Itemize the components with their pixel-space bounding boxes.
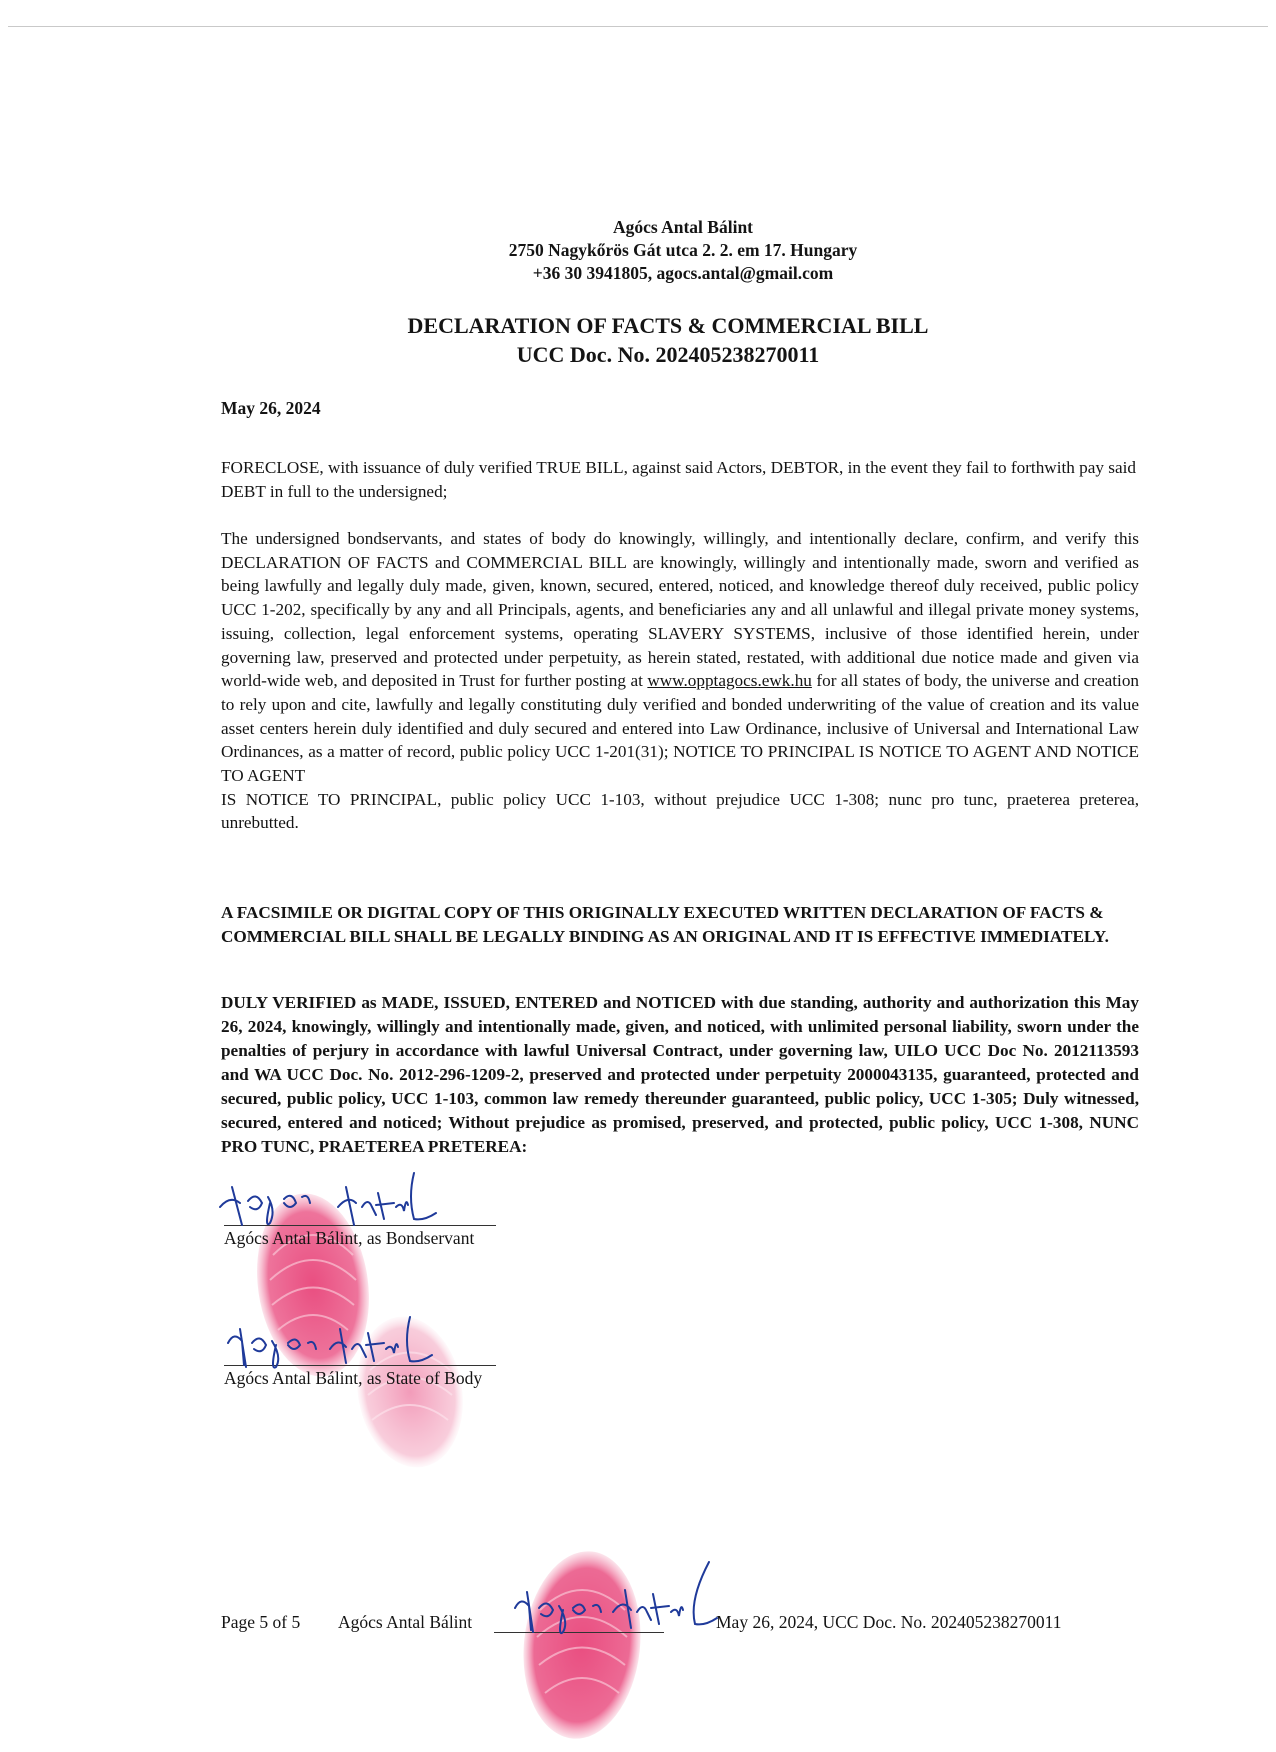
- footer-name: Agócs Antal Bálint: [338, 1612, 473, 1632]
- handwritten-signature: [218, 1167, 458, 1229]
- paragraph-text: FORECLOSE, with issuance of duly verified TRUE BILL, against said Actors, DEBTOR, in the event they fail to forthwith pay said DEBT in full to the undersigned;: [221, 458, 1136, 501]
- footer-doc-reference: May 26, 2024, UCC Doc. No. 202405238270011: [716, 1612, 1062, 1632]
- title-line: DECLARATION OF FACTS & COMMERCIAL BILL: [407, 313, 929, 338]
- document-title: [0, 311, 1276, 369]
- sender-contact: +36 30 3941805, agocs.antal@gmail.com: [532, 263, 834, 283]
- letterhead: [0, 216, 1276, 285]
- signature-caption: Agócs Antal Bálint, as Bondservant: [224, 1228, 475, 1248]
- page-number: Page 5 of 5: [221, 1612, 301, 1632]
- state-of-body-signature-block: [224, 1365, 496, 1389]
- handwritten-signature: [226, 1313, 466, 1371]
- paragraph-verification: [221, 991, 1139, 1159]
- document-date: May 26, 2024: [221, 398, 321, 418]
- paragraph-text: DULY VERIFIED as MADE, ISSUED, ENTERED and NOTICED with due standing, authority and authorization this May 26, 2024, knowingly, willingly and intentionally made, given, and noticed, with unlimited personal liability, sworn under the penalties of perjury in accordance with lawful Universal Contract, under governing law, UILO UCC Doc No. 2012113593 and WA UCC Doc. No. 2012-296-1209-2, preserved and protected under perpetuity 2000043135, guaranteed, protected and secured, public policy, UCC 1-103, common law remedy thereunder guaranteed, public policy, UCC 1-305; Duly witnessed, secured, entered and noticed; Without prejudice as promised, preserved, and protected, public policy, UCC 1-308, NUNC PRO TUNC, PRAETEREA PRETEREA:: [221, 993, 1139, 1156]
- paragraph-text: IS NOTICE TO PRINCIPAL, public policy UCC 1-103, without prejudice UCC 1-308; nunc pro tunc, praeterea preterea, unrebutted.: [221, 789, 1139, 833]
- paragraph-declaration: [221, 527, 1139, 835]
- bondservant-signature-block: [224, 1225, 496, 1249]
- doc-number: UCC Doc. No. 202405238270011: [516, 342, 820, 367]
- sender-address: 2750 Nagykőrös Gát utca 2. 2. em 17. Hungary: [508, 240, 858, 260]
- page-top-edge: [8, 26, 1268, 27]
- paragraph-foreclose: [221, 456, 1139, 503]
- sender-name: Agócs Antal Bálint: [612, 217, 754, 237]
- signature-caption: Agócs Antal Bálint, as State of Body: [224, 1368, 483, 1388]
- paragraph-facsimile: [221, 901, 1139, 949]
- handwritten-signature: [513, 1560, 733, 1640]
- paragraph-text-part: The undersigned bondservants, and states of body do knowingly, willingly, and intentionally declare, confirm, and verify this DECLARATION OF FACTS and COMMERCIAL BILL are knowingly, willingly and intentionally made, sworn and verified as being lawfully and legally duly made, given, known, secured, entered, noticed, and knowledge thereof duly received, public policy UCC 1-202, specifically by any and all Principals, agents, and beneficiaries any and all unlawful and illegal private money systems, issuing, collection, legal enforcement systems, operating SLAVERY SYSTEMS, inclusive of those identified herein, under governing law, preserved and protected under perpetuity, as herein stated, restated, with additional due notice made and given via world-wide web, and deposited in Trust for further posting at: [221, 529, 1139, 691]
- paragraph-text: A FACSIMILE OR DIGITAL COPY OF THIS ORIGINALLY EXECUTED WRITTEN DECLARATION OF FACTS & COMMERCIAL BILL SHALL BE LEGALLY BINDING AS AN ORIGINAL AND IT IS EFFECTIVE IMMEDIATELY.: [221, 903, 1109, 946]
- paragraph-text-part: for all states of body, the universe and creation to rely upon and cite, lawfully and legally constituting duly verified and bonded underwriting of the value of creation and its value asset centers herein duly identified and duly secured and entered into Law Ordinance, inclusive of Universal and International Law Ordinances, as a matter of record, public policy UCC 1-201(31); NOTICE TO PRINCIPAL IS NOTICE TO AGENT AND NOTICE TO AGENT: [221, 671, 1140, 786]
- paragraph-text: [221, 527, 1139, 788]
- trust-posting-link[interactable]: www.opptagocs.ewk.hu: [647, 671, 812, 691]
